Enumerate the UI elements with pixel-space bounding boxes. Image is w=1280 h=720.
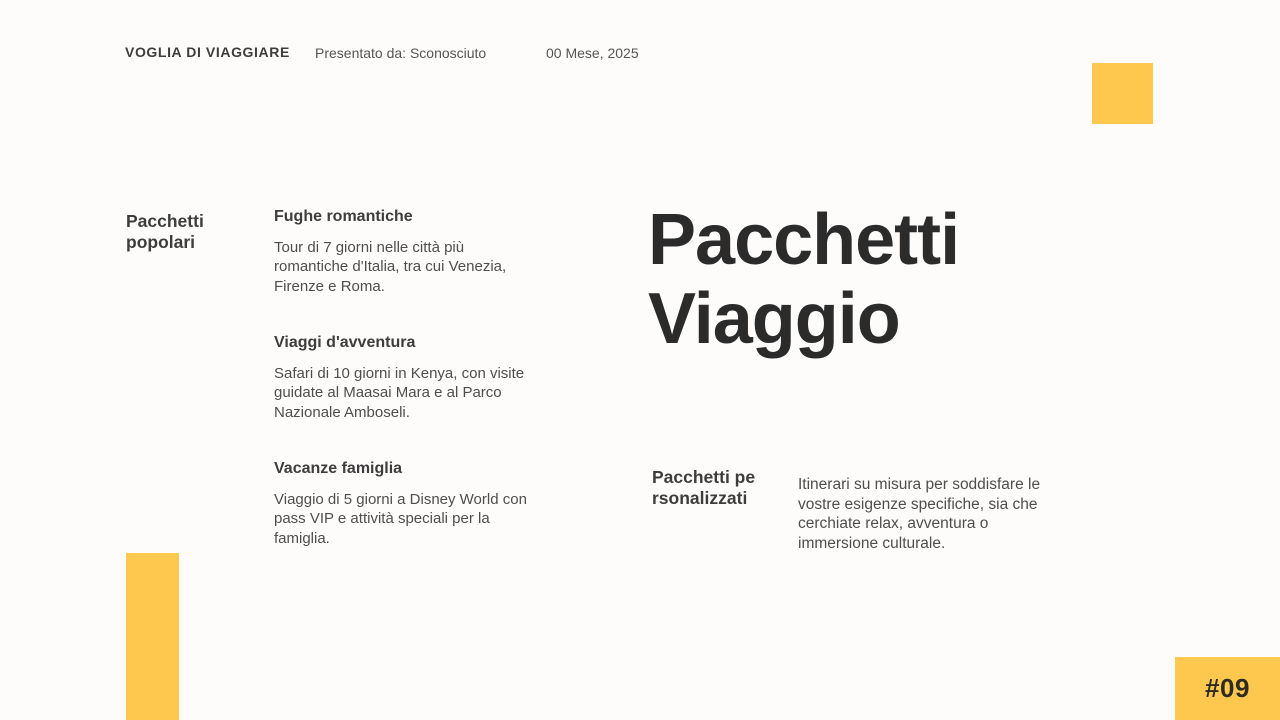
date-text: 00 Mese, 2025 bbox=[546, 45, 639, 61]
popular-packages-heading: Pacchetti popolari bbox=[126, 211, 204, 252]
package-title: Viaggi d'avventura bbox=[274, 334, 416, 351]
package-item-adventure bbox=[274, 333, 536, 423]
custom-packages-heading: Pacchetti personalizzati bbox=[652, 467, 756, 509]
custom-packages-description: Itinerari su misura per soddisfare le vostre esigenze specifiche, sia che cerchiate relax, avventura o immersione culturale. bbox=[798, 476, 1041, 553]
package-description: Viaggio di 5 giorni a Disney World con pass VIP e attività speciali per la famiglia. bbox=[274, 490, 527, 548]
brand-name: VOGLIA DI VIAGGIARE bbox=[125, 44, 290, 60]
package-item-family bbox=[274, 459, 536, 549]
package-description: Tour di 7 giorni nelle città più romantiche d'Italia, tra cui Venezia, Firenze e Roma. bbox=[274, 238, 507, 296]
package-title: Vacanze famiglia bbox=[274, 460, 403, 477]
package-item-romantic bbox=[274, 207, 536, 297]
package-description: Safari di 10 giorni in Kenya, con visite guidate al Maasai Mara e al Parco Nazionale Amboseli. bbox=[274, 364, 525, 422]
page-title: Pacchetti Viaggio bbox=[648, 200, 960, 360]
page-number-badge bbox=[1175, 657, 1280, 720]
decorative-yellow-strip bbox=[126, 553, 179, 720]
package-title: Fughe romantiche bbox=[274, 208, 413, 225]
presented-by-text: Presentato da: Sconosciuto bbox=[315, 45, 487, 61]
page-number-text: #09 bbox=[1205, 673, 1250, 703]
decorative-yellow-square bbox=[1092, 63, 1153, 124]
